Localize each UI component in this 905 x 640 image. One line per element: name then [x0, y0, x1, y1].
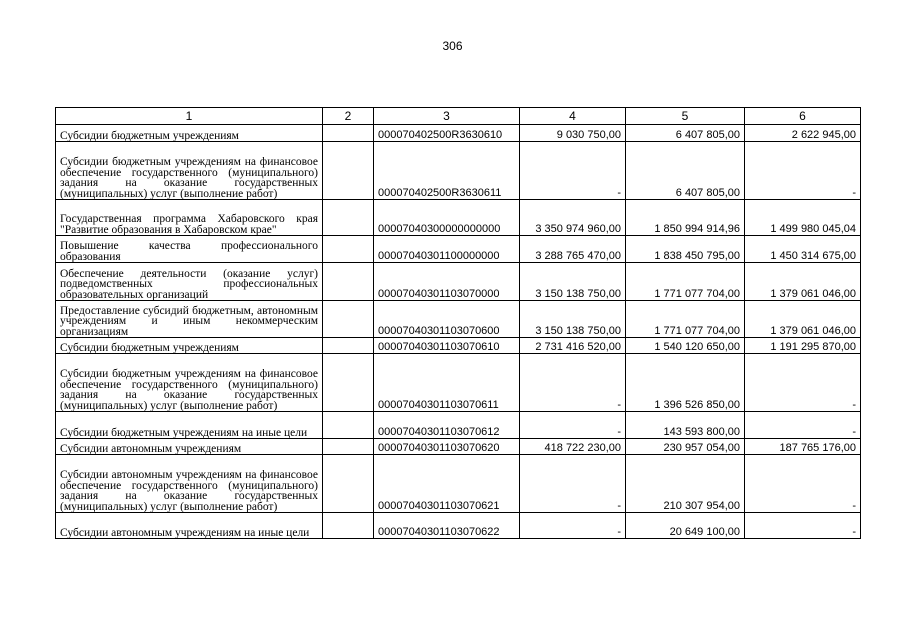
table-row: [56, 263, 861, 301]
row-value-col4: 3 150 138 750,00: [520, 301, 626, 338]
row-value-col4: -: [520, 142, 626, 200]
header-col-5: 5: [626, 108, 745, 125]
row-value-col4: -: [520, 513, 626, 539]
row-value-col4: 9 030 750,00: [520, 125, 626, 142]
row-col2-cell: [323, 142, 374, 200]
table-row: [56, 236, 861, 263]
row-value-col6: -: [745, 455, 861, 513]
row-col2-cell: [323, 412, 374, 439]
table-row: [56, 200, 861, 236]
row-col2-cell: [323, 455, 374, 513]
row-name-cell: Предоставление субсидий бюджетным, автономным учреждениям и иным некоммерческим организациям: [56, 301, 323, 338]
row-name-cell: Субсидии автономным учреждениям на финансовое обеспечение государственного (муниципального) задания на оказание государственных (муниципальных) услуг (выполнение работ): [56, 455, 323, 513]
row-col2-cell: [323, 125, 374, 142]
row-value-col5: 6 407 805,00: [626, 125, 745, 142]
row-value-col6: 1 379 061 046,00: [745, 301, 861, 338]
row-value-col5: 210 307 954,00: [626, 455, 745, 513]
row-name-cell: Обеспечение деятельности (оказание услуг) подведомственных профессиональных образовательных организаций: [56, 263, 323, 301]
header-col-4: 4: [520, 108, 626, 125]
row-value-col4: 3 288 765 470,00: [520, 236, 626, 263]
row-value-col6: -: [745, 142, 861, 200]
row-name-cell: Субсидии бюджетным учреждениям на иные цели: [56, 412, 323, 439]
row-code-cell: 00007040301103070622: [374, 513, 520, 539]
row-value-col5: 143 593 800,00: [626, 412, 745, 439]
header-row: [56, 108, 861, 125]
row-name-cell: Субсидии бюджетным учреждениям: [56, 338, 323, 354]
row-value-col6: -: [745, 354, 861, 412]
row-name-cell: Субсидии автономным учреждениям: [56, 439, 323, 455]
table-row: [56, 142, 861, 200]
row-value-col4: 418 722 230,00: [520, 439, 626, 455]
row-col2-cell: [323, 513, 374, 539]
row-value-col4: 3 350 974 960,00: [520, 200, 626, 236]
table-row: [56, 301, 861, 338]
header-col-1: 1: [56, 108, 323, 125]
table-row: [56, 439, 861, 455]
row-value-col5: 1 771 077 704,00: [626, 263, 745, 301]
row-value-col6: 1 379 061 046,00: [745, 263, 861, 301]
row-value-col6: 187 765 176,00: [745, 439, 861, 455]
row-value-col5: 1 396 526 850,00: [626, 354, 745, 412]
row-value-col6: 1 450 314 675,00: [745, 236, 861, 263]
row-value-col4: -: [520, 412, 626, 439]
row-name-cell: Государственная программа Хабаровского края "Развитие образования в Хабаровском крае": [56, 200, 323, 236]
row-value-col4: 2 731 416 520,00: [520, 338, 626, 354]
row-value-col6: 2 622 945,00: [745, 125, 861, 142]
row-value-col5: 1 540 120 650,00: [626, 338, 745, 354]
row-col2-cell: [323, 338, 374, 354]
table-row: [56, 354, 861, 412]
row-value-col4: -: [520, 455, 626, 513]
table-row: [56, 338, 861, 354]
page-number: 306: [442, 39, 463, 53]
row-value-col6: 1 499 980 045,04: [745, 200, 861, 236]
table-row: [56, 513, 861, 539]
row-col2-cell: [323, 439, 374, 455]
row-value-col6: 1 191 295 870,00: [745, 338, 861, 354]
table-row: [56, 455, 861, 513]
row-code-cell: 00007040301103070611: [374, 354, 520, 412]
row-code-cell: 00007040301103070000: [374, 263, 520, 301]
budget-table: [55, 107, 861, 539]
table-header: [56, 108, 861, 125]
row-col2-cell: [323, 263, 374, 301]
row-code-cell: 00007040301103070620: [374, 439, 520, 455]
header-col-6: 6: [745, 108, 861, 125]
row-value-col5: 6 407 805,00: [626, 142, 745, 200]
row-value-col5: 1 838 450 795,00: [626, 236, 745, 263]
row-code-cell: 00007040301103070610: [374, 338, 520, 354]
row-code-cell: 00007040300000000000: [374, 200, 520, 236]
row-col2-cell: [323, 200, 374, 236]
table-row: [56, 412, 861, 439]
row-code-cell: 000070402500R3630610: [374, 125, 520, 142]
row-col2-cell: [323, 236, 374, 263]
row-code-cell: 00007040301103070600: [374, 301, 520, 338]
row-name-cell: Субсидии бюджетным учреждениям на финансовое обеспечение государственного (муниципального) задания на оказание государственных (муниципальных) услуг (выполнение работ): [56, 142, 323, 200]
row-value-col4: 3 150 138 750,00: [520, 263, 626, 301]
row-value-col6: -: [745, 513, 861, 539]
row-code-cell: 00007040301103070612: [374, 412, 520, 439]
row-name-cell: Повышение качества профессионального образования: [56, 236, 323, 263]
row-code-cell: 00007040301103070621: [374, 455, 520, 513]
header-col-3: 3: [374, 108, 520, 125]
row-value-col4: -: [520, 354, 626, 412]
row-col2-cell: [323, 301, 374, 338]
row-name-cell: Субсидии бюджетным учреждениям на финансовое обеспечение государственного (муниципального) задания на оказание государственных (муниципальных) услуг (выполнение работ): [56, 354, 323, 412]
row-value-col5: 20 649 100,00: [626, 513, 745, 539]
row-name-cell: Субсидии автономным учреждениям на иные цели: [56, 513, 323, 539]
row-value-col5: 1 771 077 704,00: [626, 301, 745, 338]
row-value-col5: 1 850 994 914,96: [626, 200, 745, 236]
row-value-col5: 230 957 054,00: [626, 439, 745, 455]
row-code-cell: 00007040301100000000: [374, 236, 520, 263]
row-code-cell: 000070402500R3630611: [374, 142, 520, 200]
row-value-col6: -: [745, 412, 861, 439]
table-body: [56, 125, 861, 539]
header-col-2: 2: [323, 108, 374, 125]
row-name-cell: Субсидии бюджетным учреждениям: [56, 125, 323, 142]
table-row: [56, 125, 861, 142]
row-col2-cell: [323, 354, 374, 412]
